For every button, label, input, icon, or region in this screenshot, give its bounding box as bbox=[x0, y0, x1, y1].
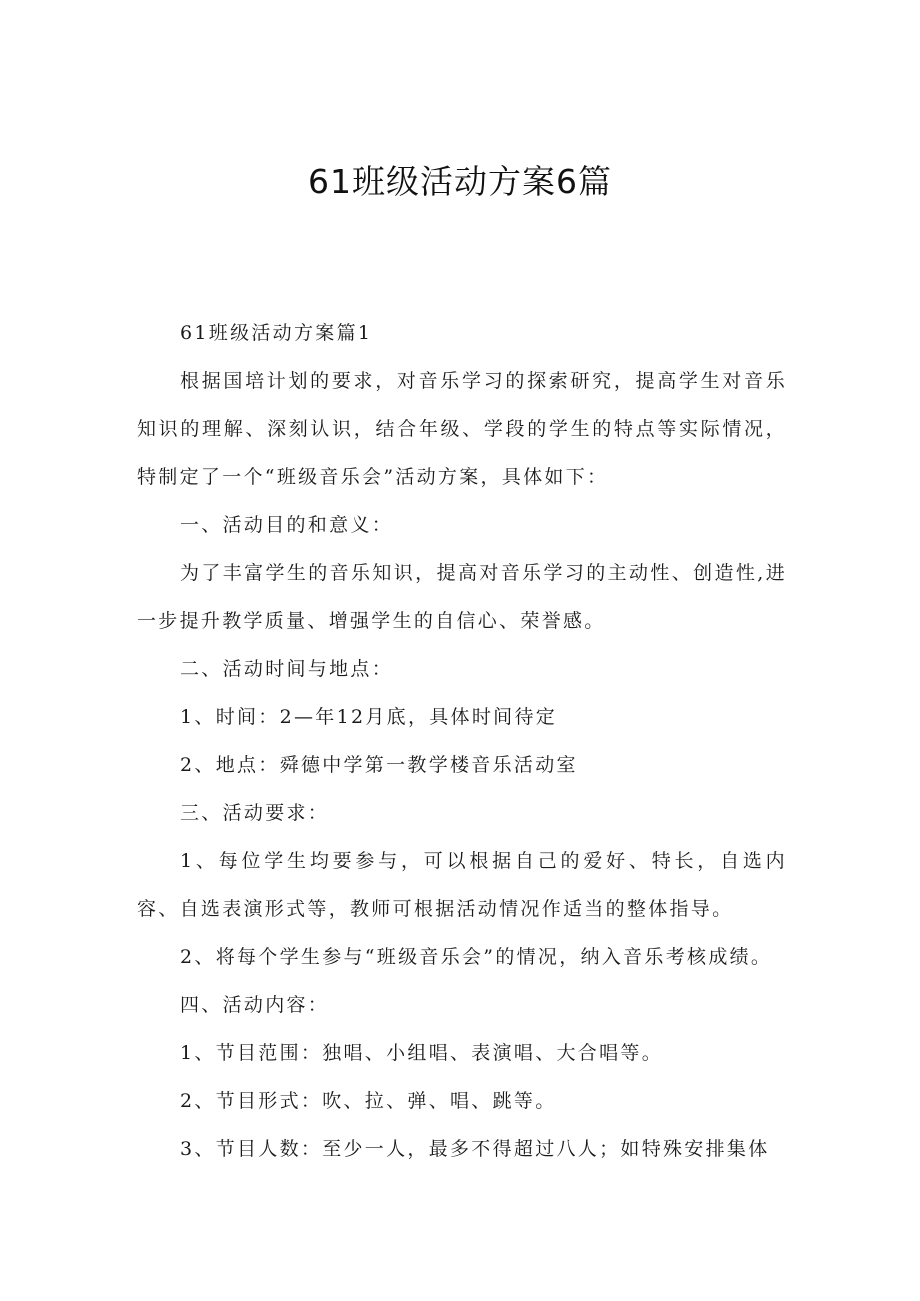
document-body bbox=[137, 309, 787, 1173]
document-title: 61班级活动方案6篇 bbox=[308, 162, 612, 201]
heading-time-place: 二、活动时间与地点： bbox=[180, 658, 394, 680]
requirement-item-2: 2、将每个学生参与“班级音乐会”的情况，纳入音乐考核成绩。 bbox=[180, 946, 773, 968]
intro-paragraph: 根据国培计划的要求，对音乐学习的探索研究，提高学生对音乐知识的理解、深刻认识，结合年级、学段的学生的特点等实际情况，特制定了一个“班级音乐会”活动方案，具体如下： bbox=[137, 370, 787, 488]
content-item-2: 2、节目形式：吹、拉、弹、唱、跳等。 bbox=[180, 1090, 557, 1112]
place-item: 2、地点：舜德中学第一教学楼音乐活动室 bbox=[180, 754, 578, 776]
requirement-item-1: 1、每位学生均要参与，可以根据自己的爱好、特长，自选内容、自选表演形式等，教师可根据活动情况作适当的整体指导。 bbox=[137, 850, 787, 920]
content-item-3: 3、节目人数：至少一人，最多不得超过八人；如特殊安排集体 bbox=[180, 1138, 770, 1160]
section-heading-plan-1: 61班级活动方案篇1 bbox=[180, 322, 373, 344]
heading-purpose: 一、活动目的和意义： bbox=[180, 514, 394, 536]
purpose-paragraph: 为了丰富学生的音乐知识，提高对音乐学习的主动性、创造性,进一步提升教学质量、增强学生的自信心、荣誉感。 bbox=[137, 562, 787, 632]
heading-requirements: 三、活动要求： bbox=[180, 802, 330, 824]
content-item-1: 1、节目范围：独唱、小组唱、表演唱、大合唱等。 bbox=[180, 1042, 663, 1064]
heading-content: 四、活动内容： bbox=[180, 994, 330, 1016]
time-item: 1、时间：2—年12月底，具体时间待定 bbox=[180, 706, 558, 728]
